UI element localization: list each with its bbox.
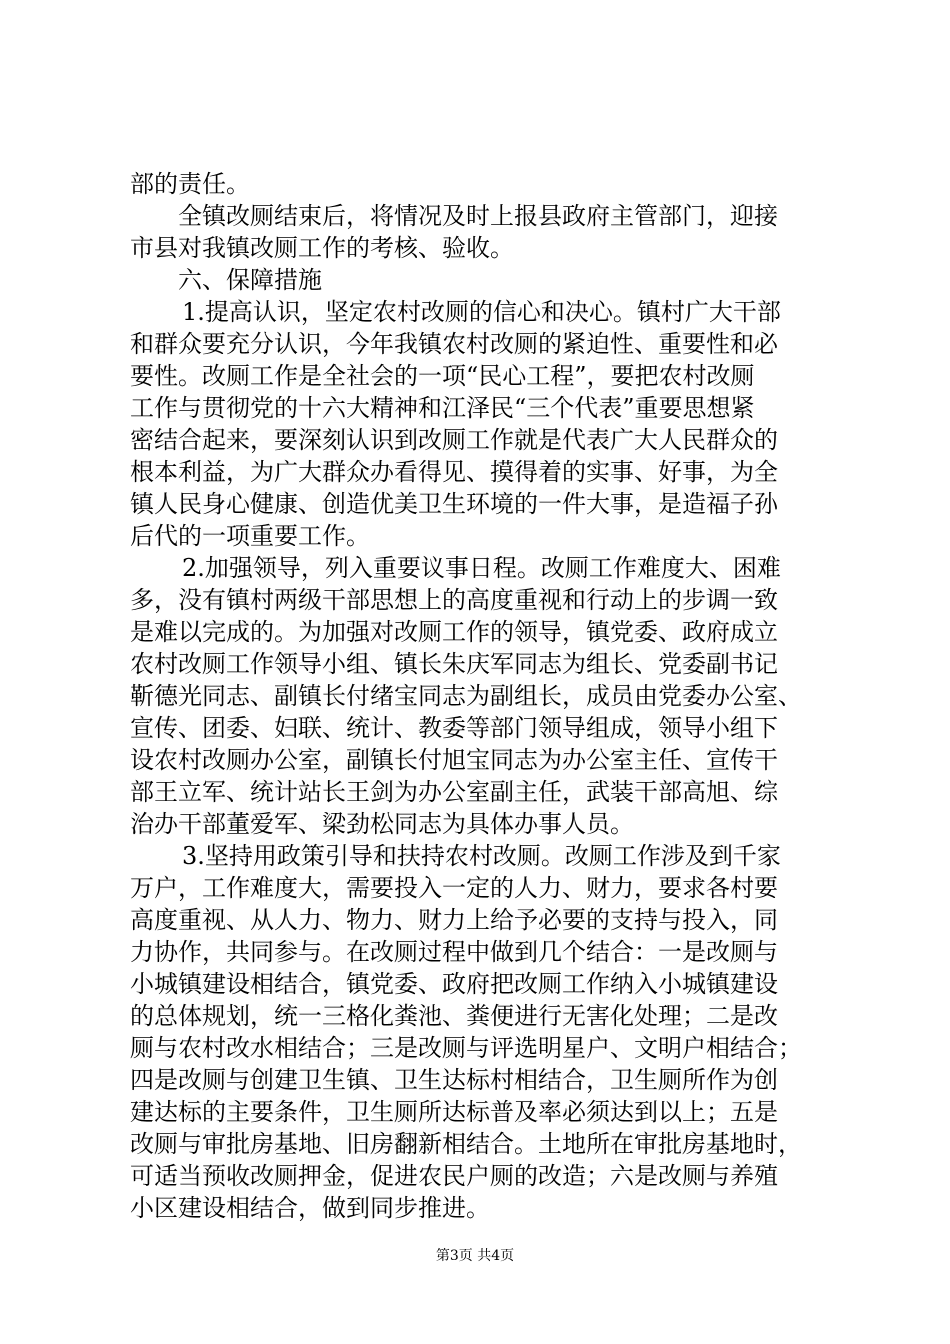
text-line: 是难以完成的。为加强对改厕工作的领导，镇党委、政府成立 xyxy=(130,618,778,646)
page-footer: 第3页 共4页 xyxy=(435,1248,515,1264)
text-line: 建达标的主要条件，卫生厕所达标普及率必须达到以上；五是 xyxy=(130,1098,778,1126)
text-line: 厕与农村改水相结合；三是改厕与评选明星户、文明户相结合； xyxy=(130,1034,802,1062)
text-line: 治办干部董爱军、梁劲松同志为具体办事人员。 xyxy=(130,810,634,838)
text-line: 高度重视、从人力、物力、财力上给予必要的支持与投入，同 xyxy=(130,906,778,934)
text-line: 和群众要充分认识，今年我镇农村改厕的紧迫性、重要性和必 xyxy=(130,330,778,358)
text-line: 力协作，共同参与。在改厕过程中做到几个结合：一是改厕与 xyxy=(130,938,778,966)
text-line: 镇人民身心健康、创造优美卫生环境的一件大事，是造福子孙 xyxy=(130,490,778,518)
text-line: 后代的一项重要工作。 xyxy=(130,522,370,550)
text-line: 要性。改厕工作是全社会的一项“民心工程”，要把农村改厕 xyxy=(130,362,755,390)
text-line: 市县对我镇改厕工作的考核、验收。 xyxy=(130,234,514,262)
paragraph-first-line: 2.加强领导，列入重要议事日程。改厕工作难度大、困难 xyxy=(182,554,781,582)
text-line: 四是改厕与创建卫生镇、卫生达标村相结合，卫生厕所作为创 xyxy=(130,1066,778,1094)
text-line: 宣传、团委、妇联、统计、教委等部门领导组成，领导小组下 xyxy=(130,714,778,742)
text-line: 小区建设相结合，做到同步推进。 xyxy=(130,1194,490,1222)
text-line: 万户，工作难度大，需要投入一定的人力、财力，要求各村要 xyxy=(130,874,778,902)
text-line: 部的责任。 xyxy=(130,170,250,198)
document-body xyxy=(130,168,850,1224)
paragraph-first-line: 全镇改厕结束后，将情况及时上报县政府主管部门，迎接 xyxy=(178,202,778,230)
text-line: 的总体规划，统一三格化粪池、粪便进行无害化处理；二是改 xyxy=(130,1002,778,1030)
text-line: 小城镇建设相结合，镇党委、政府把改厕工作纳入小城镇建设 xyxy=(130,970,778,998)
text-line: 密结合起来，要深刻认识到改厕工作就是代表广大人民群众的 xyxy=(130,426,778,454)
text-line: 多，没有镇村两级干部思想上的高度重视和行动上的步调一致 xyxy=(130,586,778,614)
section-heading: 六、保障措施 xyxy=(178,266,322,294)
text-line: 部王立军、统计站长王剑为办公室副主任，武装干部高旭、综 xyxy=(130,778,778,806)
text-line: 靳德光同志、副镇长付绪宝同志为副组长，成员由党委办公室、 xyxy=(130,682,802,710)
paragraph-first-line: 1.提高认识，坚定农村改厕的信心和决心。镇村广大干部 xyxy=(182,298,781,326)
paragraph-first-line: 3.坚持用政策引导和扶持农村改厕。改厕工作涉及到千家 xyxy=(182,842,781,870)
text-line: 农村改厕工作领导小组、镇长朱庆军同志为组长、党委副书记 xyxy=(130,650,778,678)
text-line: 工作与贯彻党的十六大精神和江泽民“三个代表”重要思想紧 xyxy=(130,394,755,422)
text-line: 设农村改厕办公室，副镇长付旭宝同志为办公室主任、宣传干 xyxy=(130,746,778,774)
text-line: 可适当预收改厕押金，促进农民户厕的改造；六是改厕与养殖 xyxy=(130,1162,778,1190)
text-line: 改厕与审批房基地、旧房翻新相结合。土地所在审批房基地时， xyxy=(130,1130,802,1158)
text-line: 根本利益，为广大群众办看得见、摸得着的实事、好事，为全 xyxy=(130,458,778,486)
